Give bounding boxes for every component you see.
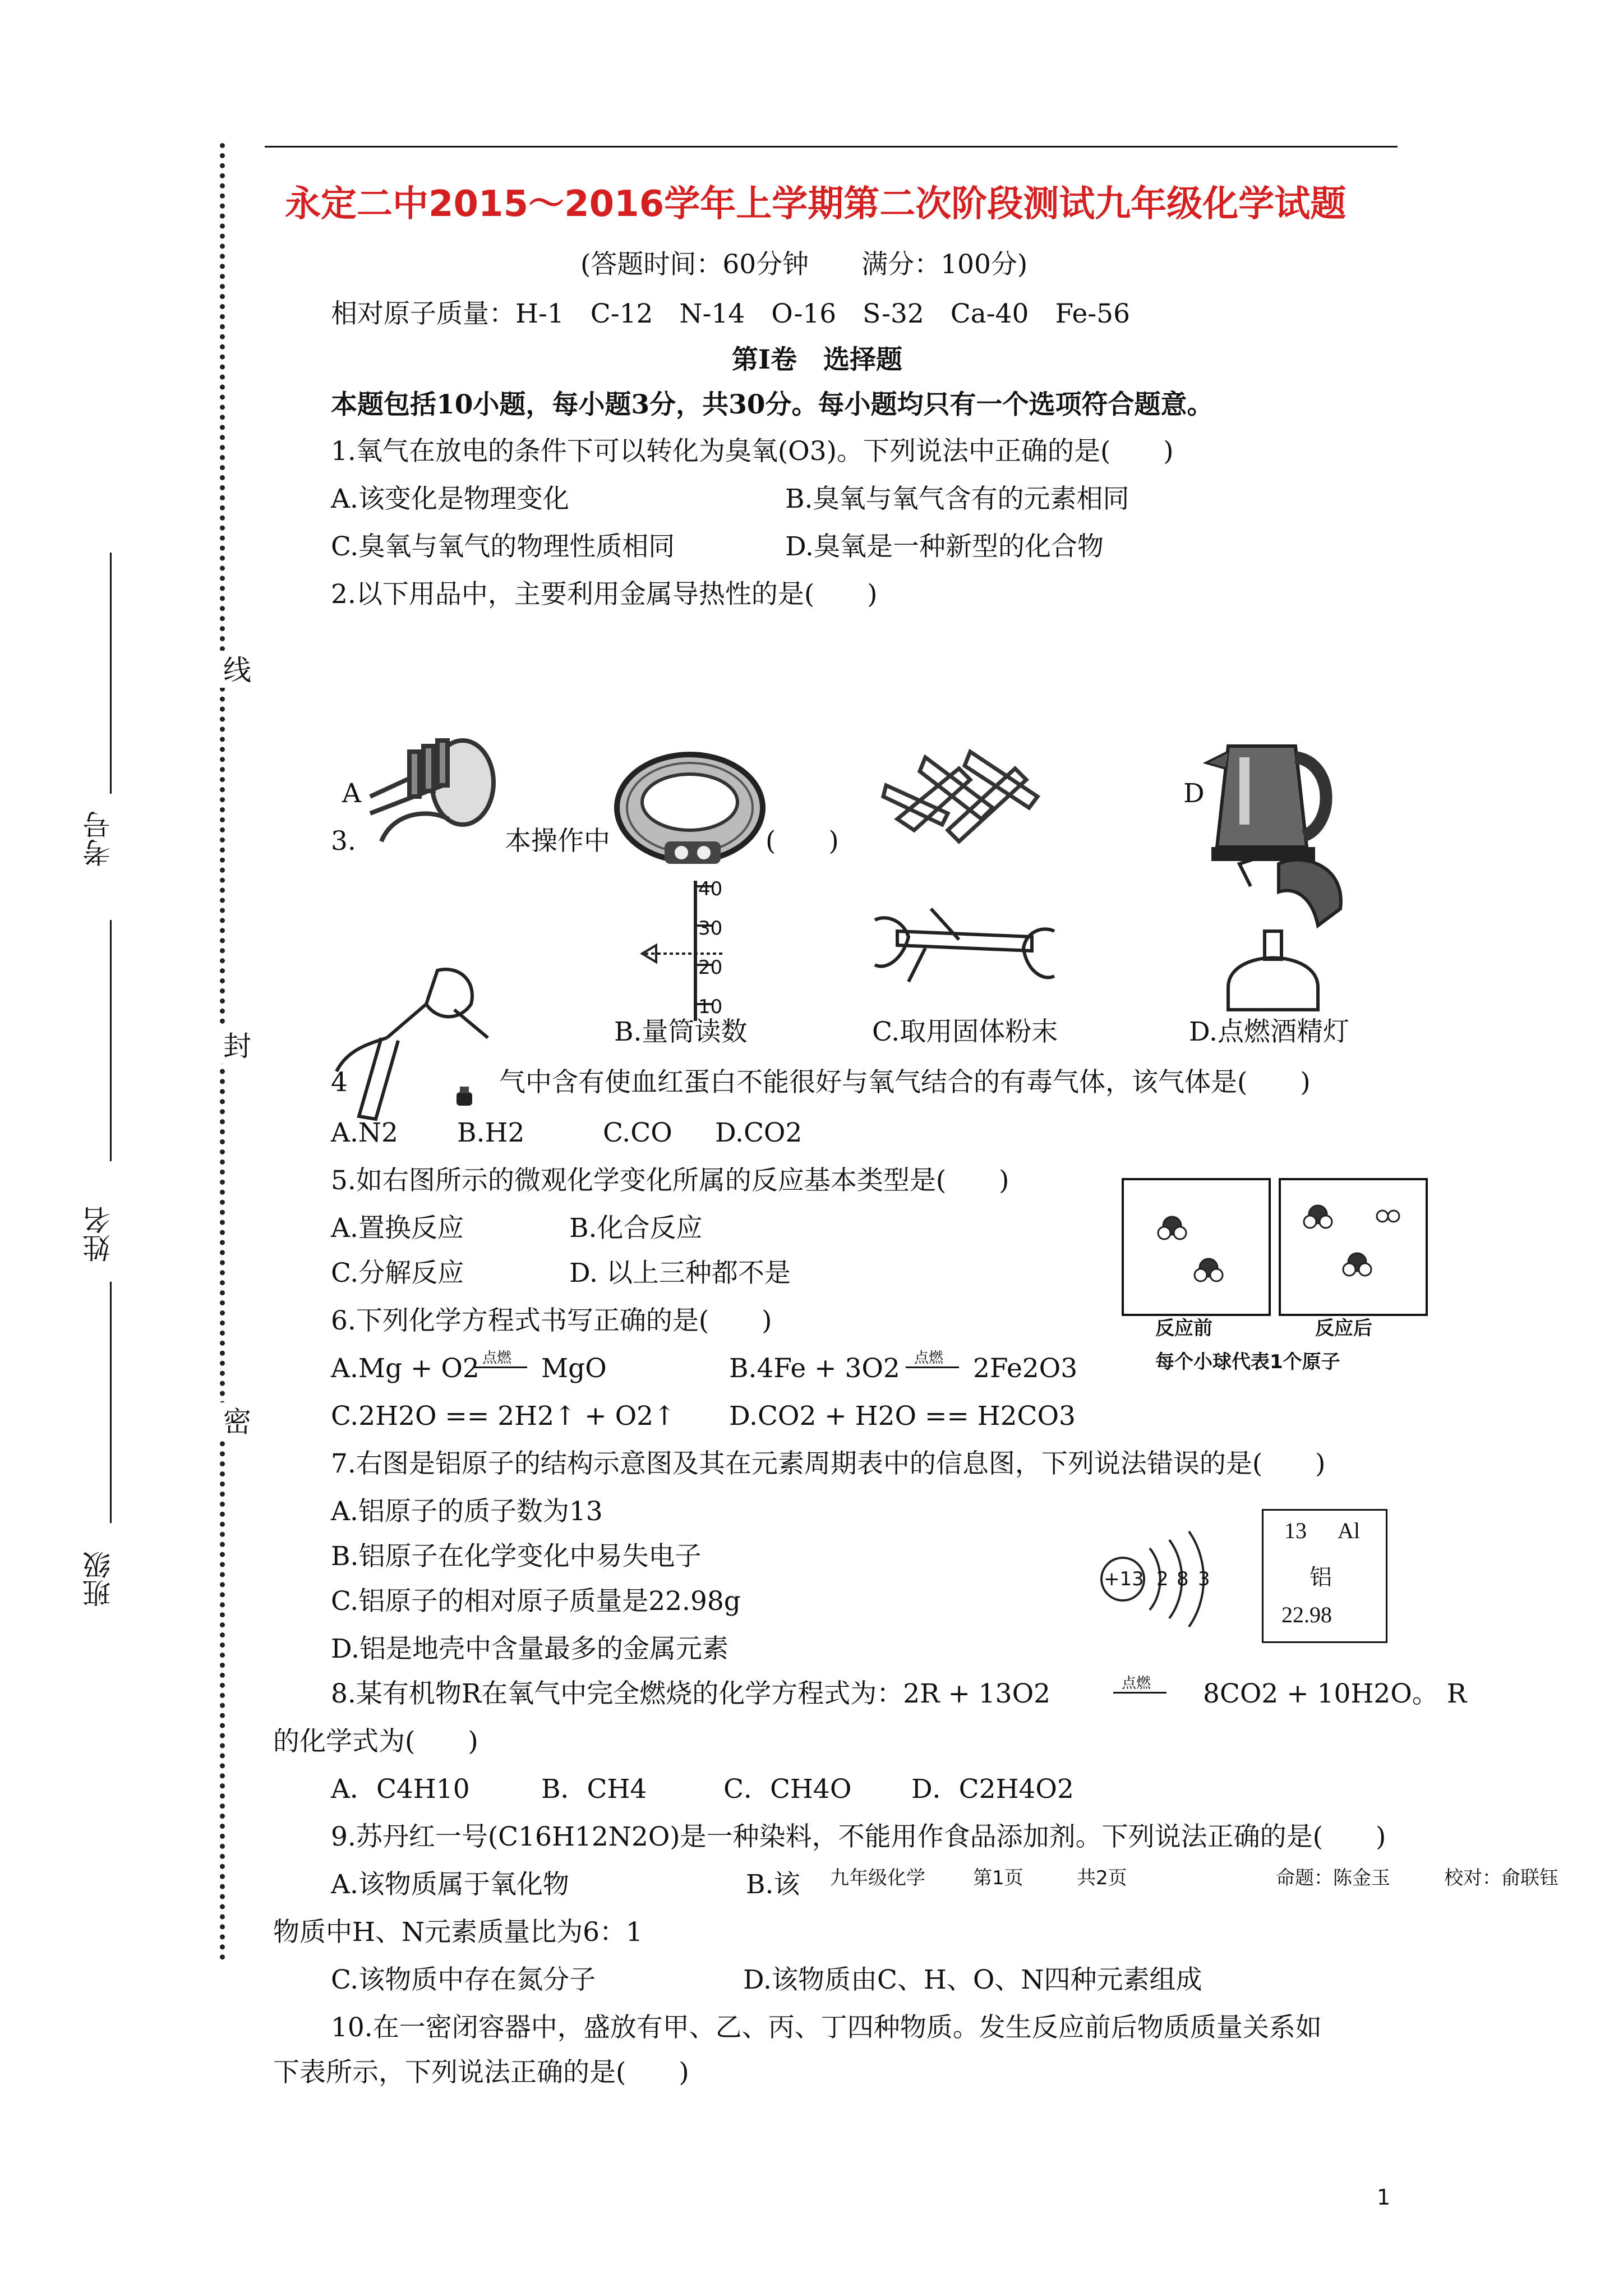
q6-option-c: C.2H2O == 2H2↑ + O2↑ <box>331 1401 676 1432</box>
q8-condition: 点燃 <box>1122 1675 1151 1692</box>
q6-option-a: A.Mg + O2 <box>331 1353 479 1384</box>
time-info: (答题时间：60分钟 满分：100分) <box>580 249 1028 280</box>
alcohol-lamp-image <box>1206 853 1357 1027</box>
al-shell-3: 3 <box>1198 1568 1210 1590</box>
trumpet-image <box>359 729 505 864</box>
al-atomic-number: 13 <box>1284 1518 1307 1543</box>
cylinder-tick-20: 20 <box>698 956 723 979</box>
q1-stem: 1.氧气在放电的条件下可以转化为臭氧(O3)。下列说法中正确的是( ) <box>331 436 1174 467</box>
q4-option-c: C.CO <box>603 1117 672 1148</box>
name-label: 姓名 <box>82 1206 115 1262</box>
top-rule <box>265 146 1398 148</box>
seal-char-line: 线 <box>215 651 255 688</box>
footer-reviewer: 校对：俞联钰 <box>1444 1867 1559 1889</box>
q1-option-a: A.该变化是物理变化 <box>331 484 569 514</box>
q2-partial-a: A <box>342 778 361 809</box>
q9-option-b-start: B.该 <box>746 1869 800 1900</box>
q5-option-b: B.化合反应 <box>569 1213 703 1244</box>
q7-option-d: D.铝是地壳中含量最多的金属元素 <box>331 1634 728 1664</box>
q5-stem: 5.如右图所示的微观化学变化所属的反应基本类型是( ) <box>331 1165 1009 1196</box>
q8-option-a: A．C4H10 <box>331 1774 470 1805</box>
reaction-after-label: 反应后 <box>1315 1317 1372 1340</box>
q5-option-c: C.分解反应 <box>331 1258 464 1289</box>
q8-option-b: B．CH4 <box>541 1774 647 1805</box>
q6-a-product: MgO <box>541 1353 607 1384</box>
al-shell-1: 2 <box>1156 1568 1169 1590</box>
q10-stem: 10.在一密闭容器中，盛放有甲、乙、丙、丁四种物质。发生反应前后物质质量关系如 <box>331 2012 1322 2043</box>
footer-page: 第1页 <box>973 1867 1023 1889</box>
q5-option-d: D. 以上三种都不是 <box>569 1258 791 1289</box>
exam-no-label: 考号 <box>82 811 115 867</box>
small-bottle-image <box>453 1085 476 1108</box>
q2-partial-d: D <box>1183 778 1205 809</box>
seal-char-secret: 密 <box>215 1402 255 1439</box>
q4-stem: 气中含有使血红蛋白不能很好与氧气结合的有毒气体，该气体是( ) <box>499 1067 1311 1098</box>
cylinder-tick-30: 30 <box>698 917 723 940</box>
class-label: 班级 <box>82 1551 115 1607</box>
electric-kettle-image <box>1195 724 1340 869</box>
q9-option-b-cont: 物质中H、N元素质量比为6：1 <box>273 1917 643 1948</box>
name-line <box>110 920 112 1161</box>
q9-option-d: D.该物质由C、H、O、N四种元素组成 <box>743 1964 1202 1995</box>
seal-char-seal: 封 <box>215 1027 255 1064</box>
q9-option-c: C.该物质中存在氮分子 <box>331 1964 596 1995</box>
cylinder-tick-40: 40 <box>698 878 723 900</box>
q8-stem-cont: 的化学式为( ) <box>273 1726 478 1757</box>
q6-b-arrow-line <box>906 1366 959 1368</box>
al-nucleus: +13 <box>1104 1568 1144 1590</box>
page-title: 永定二中2015～2016学年上学期第二次阶段测试九年级化学试题 <box>285 183 1347 225</box>
al-mass: 22.98 <box>1281 1602 1332 1627</box>
q3-option-b: B.量筒读数 <box>614 1016 748 1047</box>
q1-option-d: D.臭氧是一种新型的化合物 <box>785 531 1104 562</box>
q4-option-b: B.H2 <box>457 1117 525 1148</box>
cylinder-tick-10: 10 <box>698 996 723 1018</box>
footer-total: 共2页 <box>1077 1867 1127 1889</box>
q7-option-c: C.铝原子的相对原子质量是22.98g <box>331 1586 741 1617</box>
q6-b-product: 2Fe2O3 <box>973 1353 1078 1384</box>
q4-stem-start: 4 <box>331 1067 348 1098</box>
q5-option-a: A.置换反应 <box>331 1213 464 1244</box>
footer-author: 命题：陈金玉 <box>1276 1867 1390 1889</box>
q7-option-a: A.铝原子的质子数为13 <box>331 1496 603 1527</box>
paper-clips-image <box>880 735 1049 853</box>
q10-stem-cont: 下表所示，下列说法正确的是( ) <box>273 2057 689 2088</box>
q6-option-d: D.CO2 + H2O == H2CO3 <box>729 1401 1076 1432</box>
q7-option-b: B.铝原子在化学变化中易失电子 <box>331 1541 702 1572</box>
wire-coil-image <box>611 746 768 875</box>
q6-b-condition: 点燃 <box>914 1350 944 1366</box>
q3-option-d: D.点燃酒精灯 <box>1189 1016 1349 1047</box>
section-title: 第Ⅰ卷 选择题 <box>732 344 902 375</box>
q3-option-c: C.取用固体粉末 <box>872 1016 1058 1047</box>
al-name: 铝 <box>1310 1565 1332 1590</box>
page-number: 1 <box>1377 2185 1391 2210</box>
q8-option-c: C．CH4O <box>723 1774 852 1805</box>
reaction-caption: 每个小球代表1个原子 <box>1155 1351 1340 1373</box>
q3-stem-start: 3. <box>331 826 356 857</box>
reaction-after-molecules <box>1279 1178 1428 1316</box>
q2-stem: 2.以下用品中，主要利用金属导热性的是( ) <box>331 579 878 610</box>
q8-stem-product: 8CO2 + 10H2O。 R <box>1203 1678 1467 1709</box>
q8-option-d: D．C2H4O2 <box>911 1774 1074 1805</box>
q6-a-arrow-line <box>474 1366 527 1368</box>
q9-option-a: A.该物质属于氧化物 <box>331 1869 569 1900</box>
reaction-before-molecules <box>1122 1178 1271 1316</box>
q4-option-d: D.CO2 <box>715 1117 803 1148</box>
q9-stem: 9.苏丹红一号(C16H12N2O)是一种染料，不能用作食品添加剂。下列说法正确的是( ) <box>331 1821 1386 1852</box>
al-symbol: Al <box>1338 1518 1360 1543</box>
atomic-masses: 相对原子质量：H-1 C-12 N-14 O-16 S-32 Ca-40 Fe-56 <box>331 298 1130 329</box>
q1-option-b: B.臭氧与氧气含有的元素相同 <box>785 484 1129 514</box>
q3-stem-end: ( ) <box>766 826 839 857</box>
q8-stem: 8.某有机物R在氧气中完全燃烧的化学方程式为：2R + 13O2 <box>331 1678 1051 1709</box>
powder-tube-image <box>864 898 1066 1010</box>
q1-option-c: C.臭氧与氧气的物理性质相同 <box>331 531 675 562</box>
reaction-before-label: 反应前 <box>1155 1317 1212 1340</box>
q6-a-condition: 点燃 <box>482 1350 512 1366</box>
class-line <box>110 1282 112 1523</box>
q4-option-a: A.N2 <box>331 1117 398 1148</box>
section-instructions: 本题包括10小题，每小题3分，共30分。每小题均只有一个选项符合题意。 <box>331 389 1214 420</box>
q8-arrow-line <box>1113 1692 1166 1694</box>
q7-stem: 7.右图是铝原子的结构示意图及其在元素周期表中的信息图，下列说法错误的是( ) <box>331 1448 1326 1479</box>
q6-stem: 6.下列化学方程式书写正确的是( ) <box>331 1305 772 1336</box>
footer-subject: 九年级化学 <box>830 1867 925 1889</box>
q6-option-b: B.4Fe + 3O2 <box>729 1353 900 1384</box>
exam-no-line <box>110 553 112 794</box>
q3-stem-mid: 本操作中 <box>505 826 610 857</box>
al-shell-2: 8 <box>1177 1568 1189 1590</box>
